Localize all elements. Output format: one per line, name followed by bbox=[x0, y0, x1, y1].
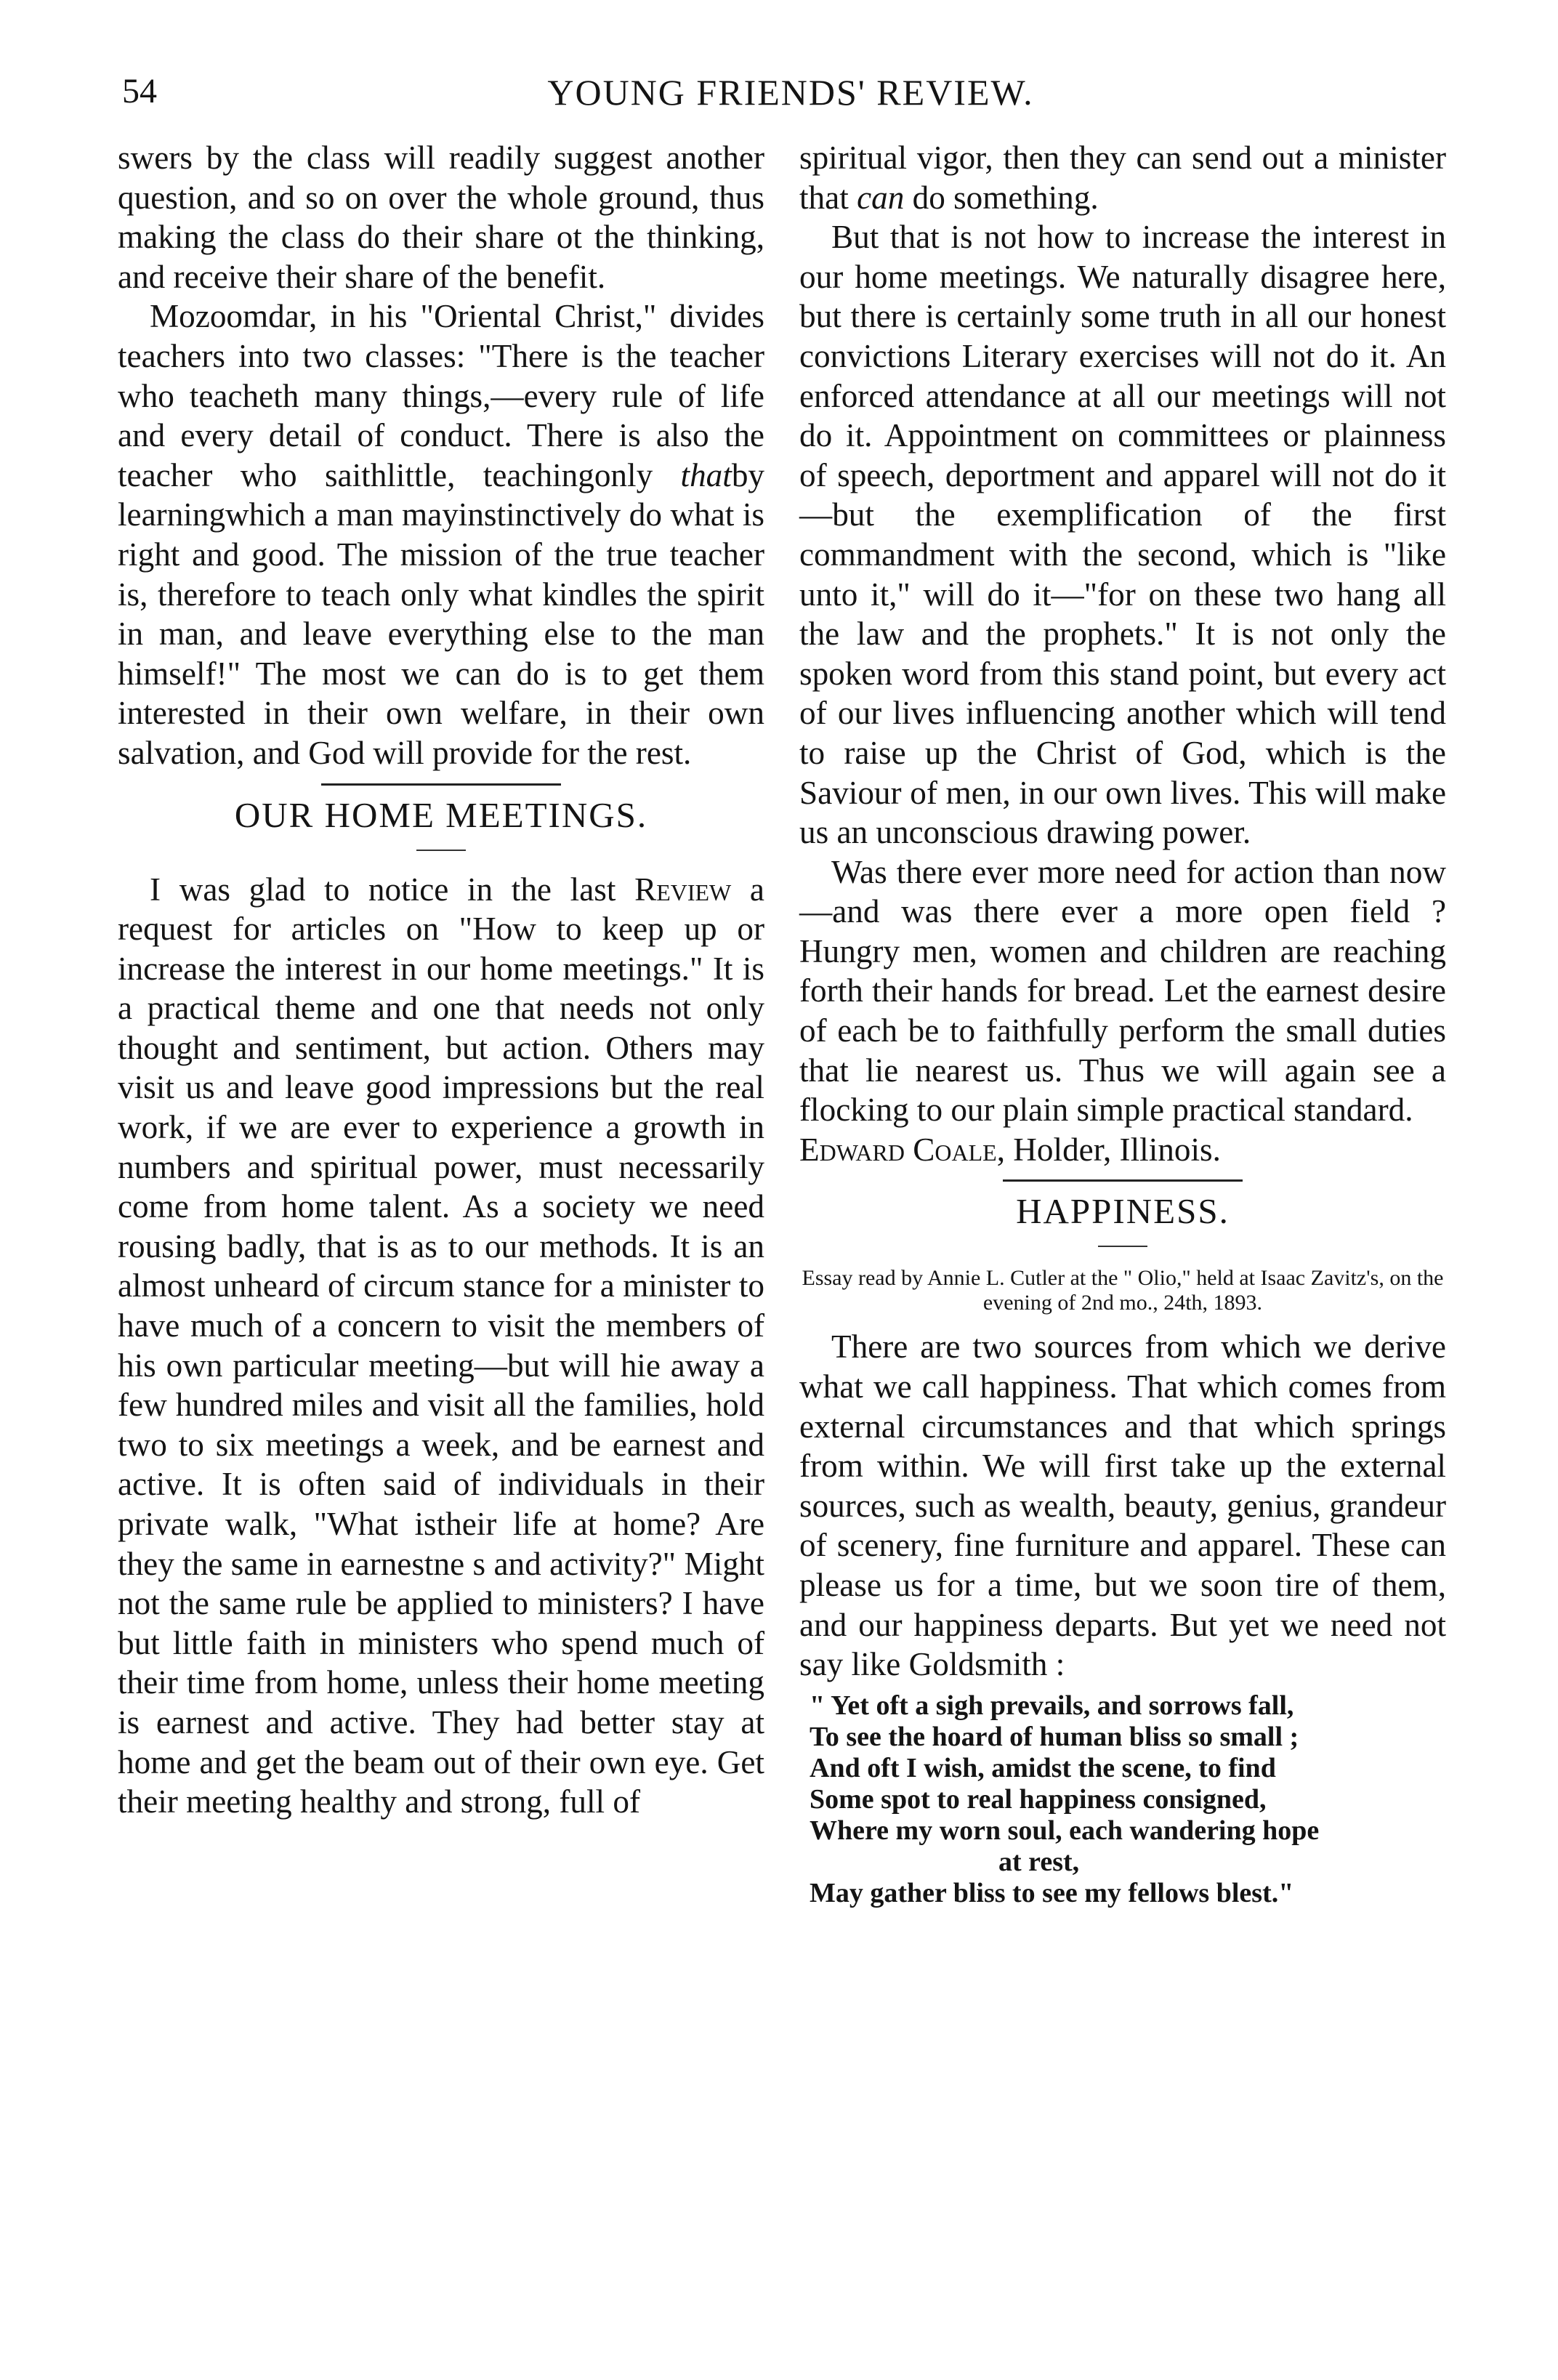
author-place: , Holder, Illinois. bbox=[996, 1131, 1221, 1168]
author-signature bbox=[799, 1130, 1446, 1170]
poem-line: at rest, bbox=[998, 1846, 1080, 1877]
home-text-b: a request for articles on "How to keep up or increase the interest in our home meetings." It is a practical theme and one that needs not only thought and sentiment, but action. Others may visit us and leave good impressions but the real work, if we are ever to experience a growth in numbers and spiritual power, must necessarily come from home talent. As a society we need rousing badly, that is as to our methods. It is an almost unheard of circum stance for a minister to have much of a concern to visit the members of his own particular meeting—but will hie away a few hundred miles and visit all the families, hold two to six meetings a week, and be earnest and active. It is often said of individuals in their private walk, "What istheir life at home? Are they the same in earnestne s and activity?" Might not the same rule be applied to ministers? I have but little faith in ministers who spend much of their time from home, unless their home meeting is earnest and active. They had better stay at home and get the beam out of their own eye. Get their meeting healthy and strong, full of bbox=[118, 871, 764, 1820]
poem-line: To see the hoard of human bliss so small ; bbox=[810, 1721, 1299, 1752]
poem-line: May gather bliss to see my fellows blest." bbox=[810, 1877, 1294, 1908]
poem-line: And oft I wish, amidst the scene, to find bbox=[810, 1752, 1276, 1783]
cont-text-b: do something. bbox=[904, 179, 1099, 216]
section-divider-right bbox=[1003, 1179, 1243, 1182]
page-header bbox=[122, 71, 1459, 124]
running-title: YOUNG FRIENDS' REVIEW. bbox=[547, 72, 1034, 113]
cont-emphasis: can bbox=[857, 179, 905, 216]
mozoomdar-emphasis: that bbox=[680, 456, 732, 493]
heading-rule-right bbox=[1098, 1246, 1147, 1247]
cont-text-a: spiritual vigor, then they can send out a minister that bbox=[799, 140, 1446, 216]
author-name: Edward Coale bbox=[799, 1131, 997, 1168]
continued-paragraph-right bbox=[799, 138, 1446, 217]
action-paragraph: Was there ever more need for action than now—and was there ever a more open field ? Hungry men, women and children are reaching forth their hands for bread. Let the earnest desire of each be to faithfully perform the small duties that lie nearest us. Thus we will again see a flocking to our plain simple practical standard. bbox=[799, 853, 1446, 1129]
page-number: 54 bbox=[122, 72, 157, 110]
interest-paragraph: But that is not how to increase the interest in our home meetings. We naturally disagree here, but there is certainly some truth in all our honest convictions Literary exercises will not do it. An enforced attendance at all our meetings will not do it. Appointment on committees or plainness of speech, deportment and apparel will not do it—but the exemplification of the first commandment with the second, which is "like unto it," will do it—"for on these two hang all the law and the prophets." It is not only the spoken word from this stand point, but every act of our lives influencing another which will tend to raise up the Christ of God, which is the Saviour of men, in our own lives. This will make us an unconscious drawing power. bbox=[799, 219, 1446, 851]
mozoomdar-paragraph bbox=[118, 297, 764, 773]
home-meetings-paragraph bbox=[118, 870, 764, 1822]
poem-line: Some spot to real happiness consigned, bbox=[810, 1783, 1267, 1815]
section-divider bbox=[321, 783, 561, 786]
left-column bbox=[118, 138, 764, 1822]
heading-rule bbox=[416, 850, 466, 851]
mozoomdar-text-b: by learningwhich a man mayinstinctively do what is right and good. The mission of the true teacher is, therefore to teach only what kindles the spirit in man, and leave everything else to the man himself!" The most we can do is to get them interested in their own welfare, in their own salvation, and God will provide for the rest. bbox=[118, 456, 764, 771]
review-word: Review bbox=[634, 871, 732, 908]
continued-paragraph: swers by the class will readily suggest another question, and so on over the whole ground, thus making the class do their share ot the thinking, and receive their share of the benefit. bbox=[118, 140, 764, 295]
right-column bbox=[799, 138, 1446, 1909]
happiness-paragraph: There are two sources from which we derive what we call happiness. That which comes from external circumstances and that which springs from within. We will first take up the external sources, such as wealth, beauty, genius, grandeur of scenery, fine furniture and apparel. These can please us for a time, but we soon tire of them, and our happiness departs. But yet we need not say like Goldsmith : bbox=[799, 1328, 1446, 1683]
poem-line: " Yet oft a sigh prevails, and sorrows fall, bbox=[810, 1690, 1294, 1721]
essay-note: Essay read by Annie L. Cutler at the " Olio," held at Isaac Zavitz's, on the evening of 2nd mo., 24th, 1893. bbox=[802, 1266, 1444, 1315]
home-text-a: I was glad to notice in the last bbox=[150, 871, 635, 908]
mozoomdar-text-a: Mozoomdar, in his "Oriental Christ," divides teachers into two classes: "There is the teacher who teacheth many things,—every rule of life and every detail of conduct. There is also the teacher who saithlittle, teachingonly bbox=[118, 298, 764, 493]
poem-line: Where my worn soul, each wandering hope bbox=[810, 1815, 1320, 1846]
article-heading-home-meetings: OUR HOME MEETINGS. bbox=[234, 794, 648, 835]
article-heading-happiness: HAPPINESS. bbox=[1016, 1191, 1230, 1232]
goldsmith-poem bbox=[810, 1690, 1446, 1909]
